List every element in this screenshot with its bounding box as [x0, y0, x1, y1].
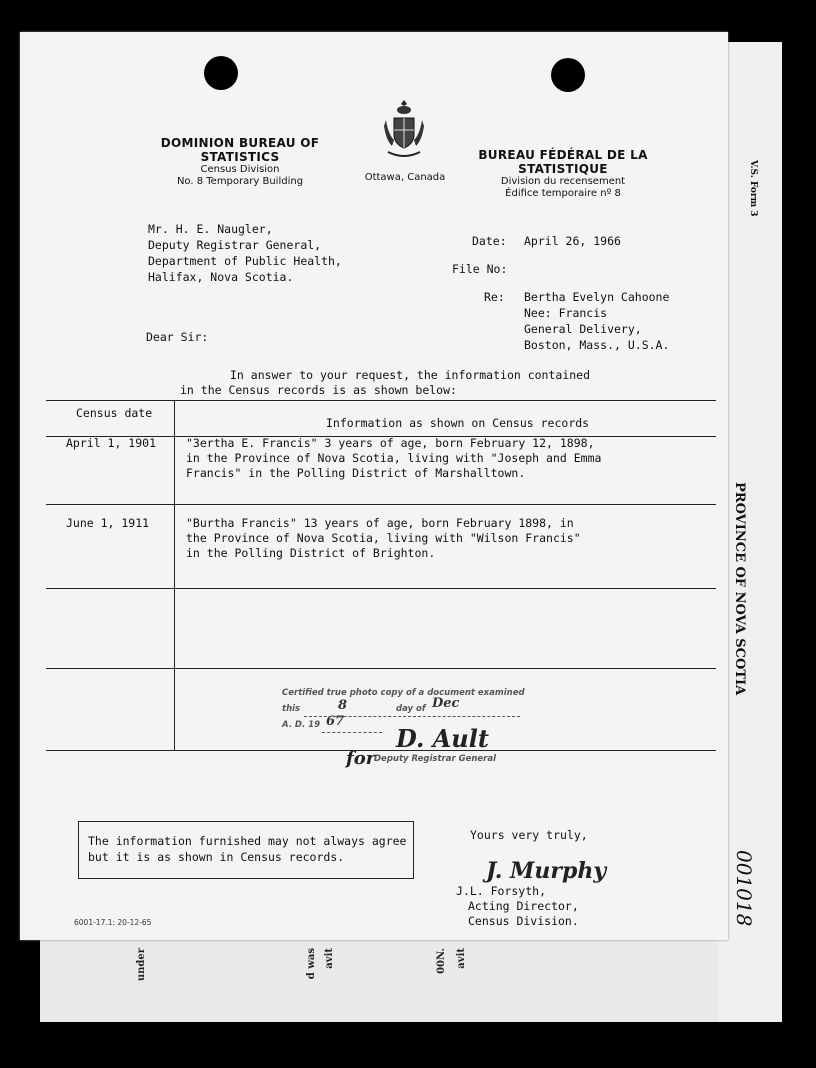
stamp-day-label: day of [396, 704, 426, 714]
row1-line1: "3ertha E. Francis" 3 years of age, born February 12, 1898, [186, 436, 595, 450]
note-line1: The information furnished may not always agree [88, 834, 407, 848]
re-line1: Bertha Evelyn Cahoone [524, 290, 670, 304]
stamp-year-label: A. D. 19 [282, 720, 320, 730]
row1-line3: Francis" in the Polling District of Marshalltown. [186, 466, 526, 480]
addressee-line1: Mr. H. E. Naugler, [148, 222, 273, 236]
stamp-month-value: Dec [432, 696, 460, 711]
date-value: April 26, 1966 [524, 234, 621, 248]
row2-line2: the Province of Nova Scotia, living with "Wilson Francis" [186, 531, 581, 545]
table-bottom-rule [46, 750, 716, 751]
letterhead-right-title: BUREAU FÉDÉRAL DE LA STATISTIQUE [478, 148, 648, 176]
table-row2-rule [46, 588, 716, 589]
letterhead-city: Ottawa, Canada [364, 172, 446, 183]
stamp-day-rule [304, 716, 520, 717]
row2-date: June 1, 1911 [66, 516, 150, 530]
valediction: Yours very truly, [470, 828, 588, 842]
stamp-signature: D. Ault [396, 724, 489, 753]
table-row1-rule [46, 504, 716, 505]
letter-page [20, 32, 728, 940]
row1-date: April 1, 1901 [66, 436, 157, 450]
letterhead-left-line2: No. 8 Temporary Building [176, 176, 304, 187]
table-column-divider [174, 400, 175, 750]
letterhead-right [438, 148, 688, 200]
date-label: Date: [472, 234, 507, 248]
under-text-4: 00N. [436, 948, 447, 974]
row2-line1: "Burtha Francis" 13 years of age, born February 1898, in [186, 516, 574, 530]
re-line3: General Delivery, [524, 322, 642, 336]
addressee-line4: Halifax, Nova Scotia. [148, 270, 294, 284]
letterhead-left [120, 136, 360, 188]
intro-line2: in the Census records is as shown below: [180, 383, 457, 397]
re-label: Re: [484, 290, 505, 304]
under-text-3: avit [324, 948, 335, 969]
row2-line3: in the Polling District of Brighton. [186, 546, 436, 560]
form-number: 6001-17.1: 20-12-65 [74, 918, 152, 927]
letterhead-right-line2: Édifice temporaire nº 8 [505, 188, 621, 199]
re-line4: Boston, Mass., U.S.A. [524, 338, 670, 352]
addressee-line3: Department of Public Health, [148, 254, 342, 268]
closing-title2: Census Division. [468, 914, 579, 928]
re-line2: Nee: Francis [524, 306, 608, 320]
form-label: V.S. Form 3 [748, 160, 758, 217]
intro-line1: In answer to your request, the information contained [230, 368, 591, 382]
letterhead-left-title: DOMINION BUREAU OF STATISTICS [160, 136, 320, 164]
addressee-line2: Deputy Registrar General, [148, 238, 322, 252]
letterhead-left-line1: Census Division [200, 164, 280, 175]
table-top-rule [46, 400, 716, 401]
note-line2: but it is as shown in Census records. [88, 850, 345, 864]
closing-signature: J. Murphy [486, 858, 607, 884]
closing-title1: Acting Director, [468, 899, 579, 913]
stamp-year-rule [322, 732, 382, 733]
stamp-title: Deputy Registrar General [374, 754, 497, 764]
stamp-year-value: 67 [326, 714, 345, 729]
stamp-sig-prefix: for [346, 748, 376, 769]
col2-header: Information as shown on Census records [326, 416, 590, 430]
coat-of-arms-icon [382, 98, 426, 164]
under-text-1: under [136, 948, 147, 982]
col1-header: Census date [76, 406, 153, 420]
punch-hole-right [551, 58, 585, 92]
stamp-day-value: 8 [338, 698, 348, 713]
closing-name: J.L. Forsyth, [456, 884, 547, 898]
table-row3-rule [46, 668, 716, 669]
letterhead-right-line1: Division du recensement [500, 176, 626, 187]
stamp-line1: Certified true photo copy of a document examined [282, 688, 525, 698]
punch-hole-left [204, 56, 238, 90]
under-text-5: avit [456, 948, 467, 969]
province-label: PROVINCE OF NOVA SCOTIA [732, 482, 747, 696]
under-text-2: d was [306, 948, 317, 980]
row1-line2: in the Province of Nova Scotia, living with "Joseph and Emma [186, 451, 602, 465]
file-label: File No: [452, 262, 508, 276]
stamp-this-label: this [282, 704, 301, 714]
salutation: Dear Sir: [146, 330, 209, 344]
handwritten-number: 001018 [732, 850, 756, 927]
